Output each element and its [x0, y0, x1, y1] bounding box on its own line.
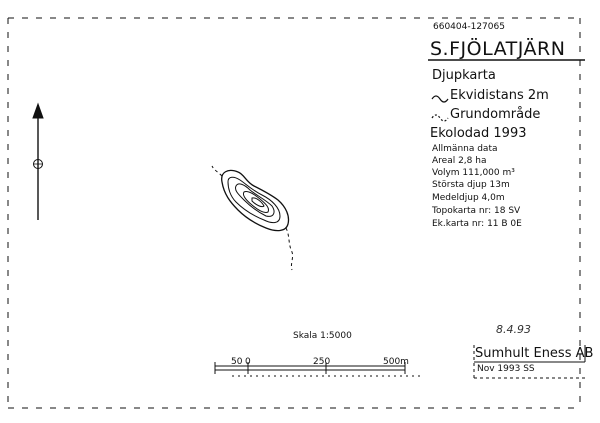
info-topo-map: Topokarta nr: 18 SV	[432, 206, 521, 216]
survey-stamp: 8.4.93	[496, 323, 531, 336]
shallow-area-icon	[432, 115, 448, 121]
north-arrow-icon	[33, 104, 43, 220]
map-heading: Djupkarta	[432, 68, 496, 83]
scale-label: Skala 1:5000	[293, 331, 352, 341]
info-ek-map: Ek.karta nr: 11 B 0E	[432, 219, 522, 229]
info-volume: Volym 111,000 m³	[432, 168, 515, 178]
scale-tick: 500m	[383, 357, 409, 367]
legend-shallow-label: Grundområde	[450, 107, 541, 122]
scale-tick: 250	[313, 357, 331, 367]
map-title: S.FJÖLATJÄRN	[430, 38, 566, 60]
info-area: Areal 2,8 ha	[432, 156, 487, 166]
info-max-depth: Största djup 13m	[432, 180, 510, 190]
survey-label: Ekolodad 1993	[430, 126, 527, 141]
legend-contour-label: Ekvidistans 2m	[450, 88, 549, 103]
lake-shoreline	[222, 170, 289, 230]
lake-depth-map	[212, 166, 293, 270]
scale-tick: 0	[245, 357, 251, 367]
company-name: Sumhult Eness AB	[475, 346, 594, 361]
scale-tick: 50	[231, 357, 243, 367]
map-coordinates: 660404-127065	[433, 22, 505, 32]
info-mean-depth: Medeldjup 4,0m	[432, 193, 505, 203]
depth-contour	[252, 198, 264, 207]
inlet-stream	[212, 166, 222, 176]
outlet-stream	[286, 228, 293, 270]
info-heading: Allmänna data	[432, 144, 498, 154]
contour-line-icon	[432, 96, 448, 102]
map-date: Nov 1993 SS	[477, 364, 535, 374]
